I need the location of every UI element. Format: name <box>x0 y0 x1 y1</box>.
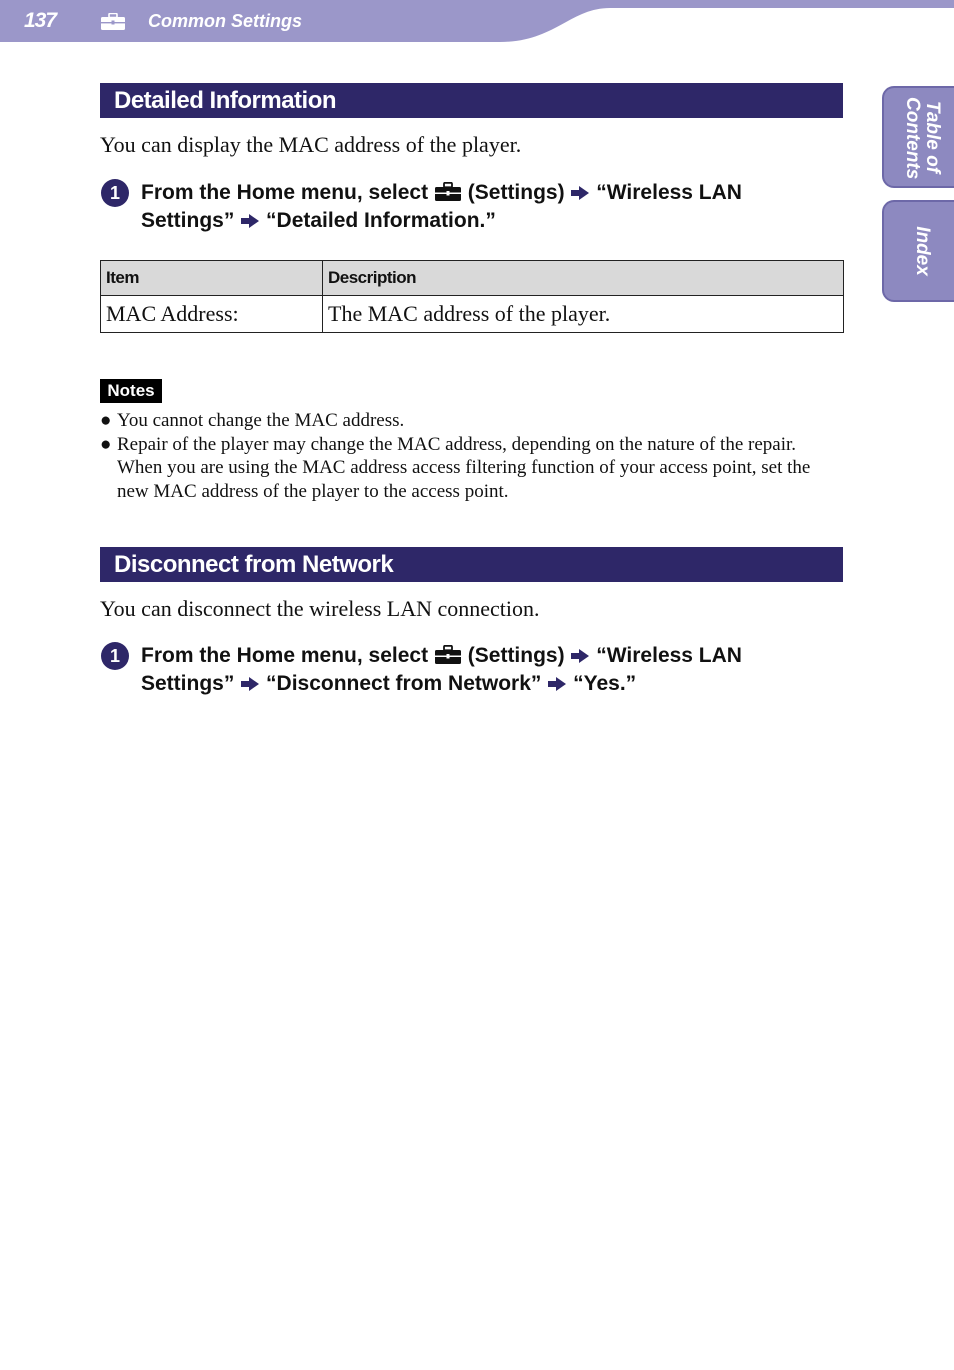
bullet-icon: ● <box>100 410 112 431</box>
step-number-badge: 1 <box>101 179 129 207</box>
header-band <box>0 0 954 42</box>
toolbox-icon <box>100 13 126 31</box>
step-text-part: “Detailed Information.” <box>266 209 496 232</box>
toc-tab-label: Table of Contents <box>902 97 943 180</box>
notes-label: Notes <box>100 379 162 403</box>
note-item <box>100 409 820 433</box>
arrow-right-icon <box>240 676 260 692</box>
settings-toolbox-icon <box>434 182 462 202</box>
header-section-title: Common Settings <box>148 11 303 31</box>
step-text-part: From the Home menu, select <box>141 181 429 204</box>
note-text: You cannot change the MAC address. <box>117 410 405 431</box>
section-heading-detailed-information: Detailed Information <box>100 83 843 118</box>
table-of-contents-tab[interactable] <box>882 86 954 188</box>
table-row <box>101 296 844 333</box>
arrow-right-icon <box>570 648 590 664</box>
notes-list <box>100 409 820 503</box>
info-table <box>100 260 844 333</box>
step-text-part: “Wireless LAN Settings” <box>141 181 742 232</box>
step-instruction <box>141 179 841 235</box>
table-header-description: Description <box>323 261 844 296</box>
table-cell-item: MAC Address: <box>101 296 323 333</box>
index-tab-label: Index <box>912 226 933 276</box>
step-text-part: “Disconnect from Network” <box>266 672 542 695</box>
note-text: Repair of the player may change the MAC address, depending on the nature of the repair. When you are using the MAC address access filtering function of your access point, set the new MAC address of the player to the access point. <box>117 433 811 502</box>
step-text-part: “Yes.” <box>573 672 637 695</box>
settings-toolbox-icon <box>434 645 462 665</box>
arrow-right-icon <box>547 676 567 692</box>
step-text-part: (Settings) <box>467 181 565 204</box>
step-number-badge: 1 <box>101 642 129 670</box>
bullet-icon: ● <box>100 433 112 455</box>
note-item <box>100 433 820 504</box>
page-number: 137 <box>24 9 57 32</box>
step-text-part: “Wireless LAN Settings” <box>141 644 742 695</box>
table-header-item: Item <box>101 261 323 296</box>
section-intro: You can disconnect the wireless LAN connection. <box>100 596 540 621</box>
step-instruction <box>141 642 841 698</box>
table-cell-description: The MAC address of the player. <box>323 296 844 333</box>
table-header-row <box>101 261 844 296</box>
step-text-part: (Settings) <box>467 644 565 667</box>
arrow-right-icon <box>570 185 590 201</box>
index-tab[interactable] <box>882 200 954 302</box>
step-text-part: From the Home menu, select <box>141 644 429 667</box>
section-heading-disconnect-from-network: Disconnect from Network <box>100 547 843 582</box>
arrow-right-icon <box>240 213 260 229</box>
section-intro: You can display the MAC address of the player. <box>100 132 522 157</box>
